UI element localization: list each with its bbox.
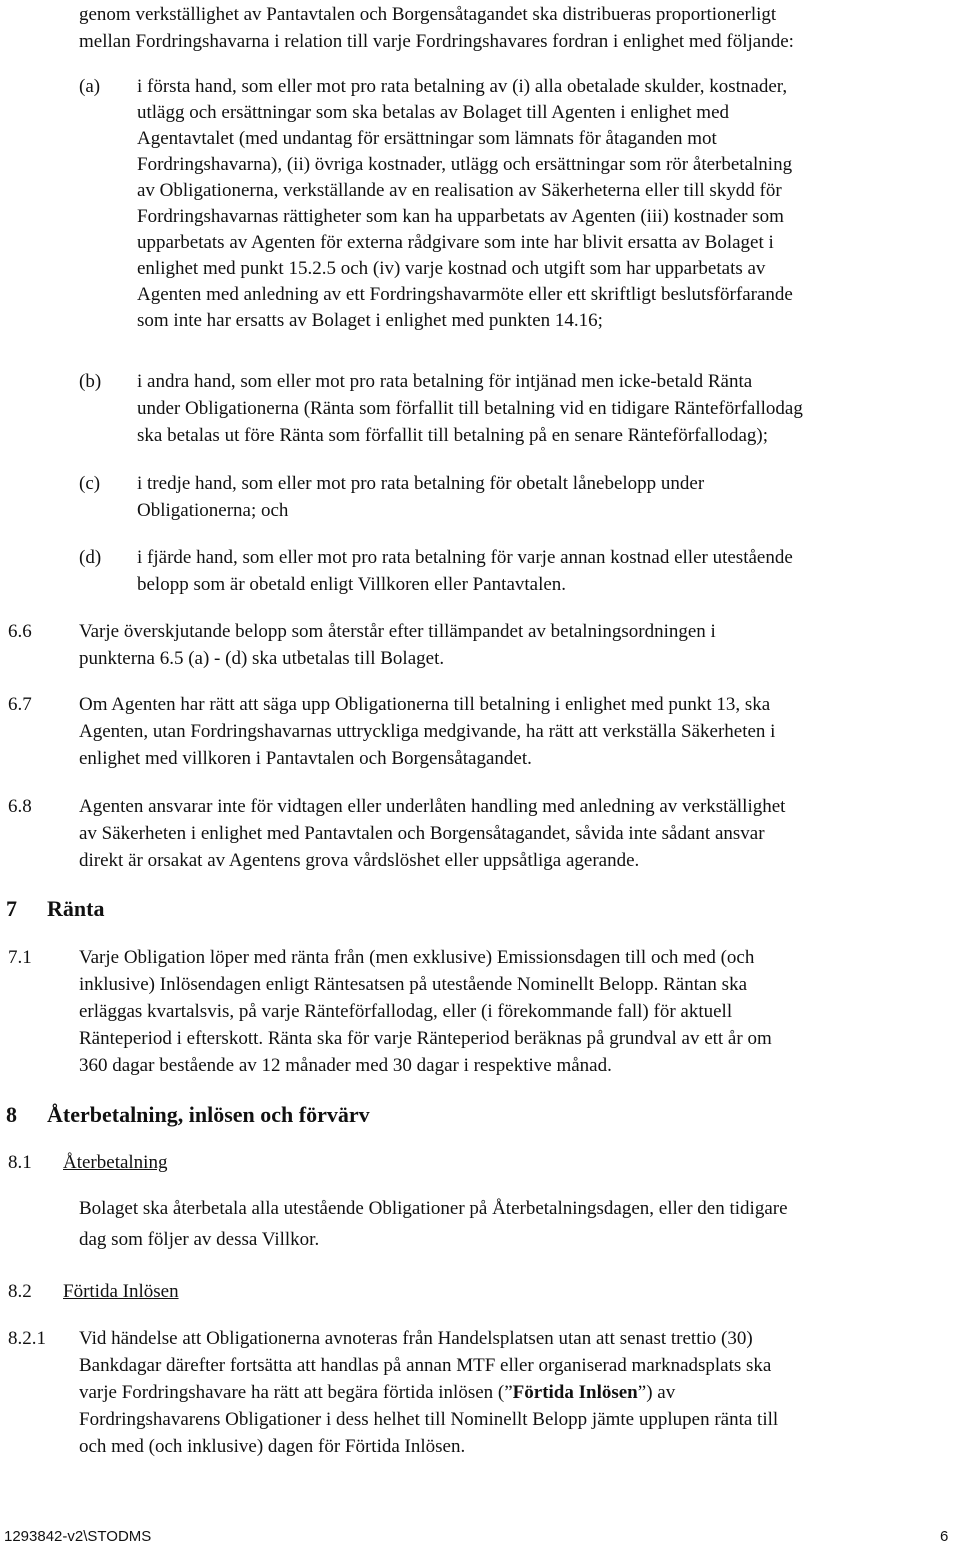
item-a-line: upparbetats av Agenten för externa rådgivare som inte har blivit ersatta av Bolaget i (137, 232, 774, 253)
item-a-line: Fordringshavarna), (ii) övriga kostnader, utlägg och ersättningar som rör återbetalning (137, 154, 793, 175)
clause-8-2-1-line: Bankdagar därefter fortsätta att handlas på annan MTF eller organiserad marknadsplats ska (79, 1355, 772, 1376)
item-a-line: utlägg och ersättningar som ska betalas av Bolaget till Agenten i enlighet med (137, 102, 730, 123)
clause-6-8-line: direkt är orsakat av Agentens grova vårdslöshet eller uppsåtliga agerande. (79, 850, 640, 871)
clause-8-2-1-line: Vid händelse att Obligationerna avnoteras från Handelsplatsen utan att senast trettio (30) (79, 1328, 753, 1349)
clause-6-6-line: Varje överskjutande belopp som återstår efter tillämpandet av betalningsordningen i (79, 621, 716, 642)
clause-7-1-line: Ränteperiod i efterskott. Ränta ska för varje Ränteperiod beräknas på grundval av ett år om (79, 1028, 772, 1049)
section-8-title: Återbetalning, inlösen och förvärv (47, 1102, 370, 1127)
item-b-line: under Obligationerna (Ränta som förfallit till betalning vid en tidigare Ränteförfallodag (137, 398, 803, 419)
item-c-line: i tredje hand, som eller mot pro rata betalning för obetalt lånebelopp under (137, 473, 705, 494)
item-a-line: i första hand, som eller mot pro rata betalning av (i) alla obetalade skulder, kostnader, (137, 76, 788, 97)
item-b-line: ska betalas ut före Ränta som förfallit till betalning på en senare Ränteförfallodag); (137, 425, 768, 446)
item-a-line: som inte har ersatts av Bolaget i enlighet med punkten 14.16; (137, 310, 603, 331)
section-7-title: Ränta (47, 896, 105, 921)
item-a-line: Agentavtalet (med undantag för ersättningar som lämnats för åtaganden mot (137, 128, 717, 149)
clause-7-1-line: inklusive) Inlösendagen enligt Räntesatsen på utestående Nominellt Belopp. Räntan ska (79, 974, 748, 995)
clause-6-7-line: Om Agenten har rätt att säga upp Obligationerna till betalning i enlighet med punkt 13, ska (79, 694, 771, 715)
clause-7-1-line: 360 dagar bestående av 12 månader med 30 dagar i respektive månad. (79, 1055, 612, 1076)
clause-7-1-line: erläggas kvartalsvis, på varje Ränteförfallodag, eller (i förekommande fall) för aktuell (79, 1001, 733, 1022)
item-a-line: Fordringshavarnas rättigheter som kan ha upparbetats av Agenten (iii) kostnader som (137, 206, 784, 227)
item-label-c: (c) (79, 473, 101, 494)
clause-6-7-line: Agenten, utan Fordringshavarnas uttryckliga medgivande, ha rätt att verkställa Säkerheten i (79, 721, 776, 742)
subsection-number-8-2: 8.2 (8, 1281, 32, 1302)
item-label-b: (b) (79, 371, 102, 392)
intro-line: genom verkställighet av Pantavtalen och Borgensåtagandet ska distribueras proportionerligt (79, 4, 777, 25)
subsection-title-8-2: Förtida Inlösen (63, 1281, 179, 1302)
clause-8-2-1-line (79, 1380, 675, 1406)
item-a-line: enlighet med punkt 15.2.5 och (iv) varje kostnad och utgift som har upparbetats av (137, 258, 766, 279)
subsection-number-8-1: 8.1 (8, 1152, 32, 1173)
item-d-line: i fjärde hand, som eller mot pro rata betalning för varje annan kostnad eller utestående (137, 547, 793, 568)
footer-page-number: 6 (940, 1528, 949, 1545)
item-a-line: av Obligationerna, verkställande av en realisation av Säkerheterna eller till skydd för (137, 180, 782, 201)
clause-6-6-line: punkterna 6.5 (a) - (d) ska utbetalas till Bolaget. (79, 648, 445, 669)
item-label-a: (a) (79, 76, 101, 97)
subsection-8-1-line: Bolaget ska återbetala alla utestående Obligationer på Återbetalningsdagen, eller den tidigare (79, 1198, 788, 1219)
item-a-line: Agenten med anledning av ett Fordringshavarmöte eller ett skriftligt beslutsförfarande (137, 284, 793, 305)
clause-number-6-7: 6.7 (8, 694, 32, 715)
clause-8-2-1-line: Fordringshavarens Obligationer i dess helhet till Nominellt Belopp jämte upplupen ränta till (79, 1409, 779, 1430)
section-8-number: 8 (6, 1102, 17, 1127)
clause-7-1-line: Varje Obligation löper med ränta från (men exklusive) Emissionsdagen till och med (och (79, 947, 755, 968)
clause-6-7-line: enlighet med villkoren i Pantavtalen och Borgensåtagandet. (79, 748, 532, 769)
item-d-line: belopp som är obetald enligt Villkoren eller Pantavtalen. (137, 574, 567, 595)
item-c-line: Obligationerna; och (137, 500, 289, 521)
section-7-number: 7 (6, 896, 17, 921)
footer-document-reference: 1293842-v2\STODMS (4, 1528, 152, 1545)
subsection-8-1-line: dag som följer av dessa Villkor. (79, 1229, 320, 1250)
clause-8-2-1-text: ”) av (637, 1382, 676, 1403)
intro-line: mellan Fordringshavarna i relation till varje Fordringshavares fordran i enlighet med följande: (79, 31, 794, 52)
clause-number-6-8: 6.8 (8, 796, 32, 817)
clause-number-8-2-1: 8.2.1 (8, 1328, 46, 1349)
clause-8-2-1-line: och med (och inklusive) dagen för Förtida Inlösen. (79, 1436, 466, 1457)
clause-number-6-6: 6.6 (8, 621, 32, 642)
item-label-d: (d) (79, 547, 102, 568)
clause-6-8-line: av Säkerheten i enlighet med Pantavtalen och Borgensåtagandet, såvida inte sådant ansvar (79, 823, 765, 844)
clause-6-8-line: Agenten ansvarar inte för vidtagen eller underlåten handling med anledning av verkställighet (79, 796, 786, 817)
clause-number-7-1: 7.1 (8, 947, 32, 968)
clause-8-2-1-text: varje Fordringshavare ha rätt att begära förtida inlösen (” (79, 1382, 513, 1403)
defined-term-fortida-inlosen: Förtida Inlösen (512, 1382, 638, 1403)
subsection-title-8-1: Återbetalning (63, 1152, 168, 1173)
item-b-line: i andra hand, som eller mot pro rata betalning för intjänad men icke-betald Ränta (137, 371, 753, 392)
